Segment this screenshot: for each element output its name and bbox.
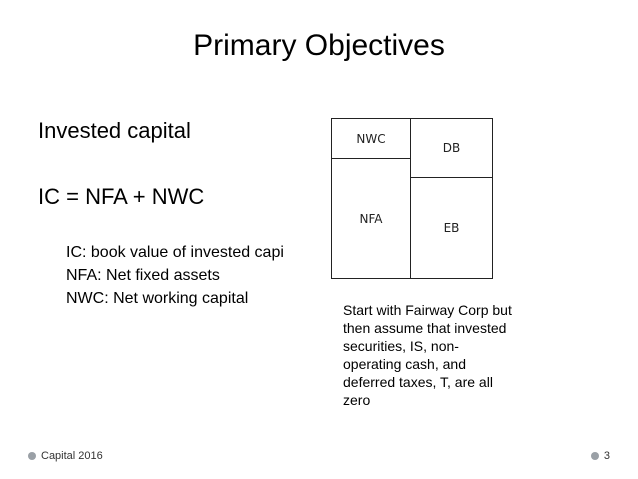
slide-title: Primary Objectives <box>193 29 445 62</box>
bs-cell-db: DB <box>411 119 492 178</box>
footer-label: Capital 2016 <box>41 450 103 462</box>
note-text: Start with Fairway Corp but then assume that invested securities, IS, non-operating cash, and deferred taxes, T, are all zero <box>343 302 512 408</box>
formula: IC = NFA + NWC <box>38 184 205 209</box>
definition-ic: IC: book value of invested capi <box>66 244 284 261</box>
bs-cell-nfa: NFA <box>332 159 411 278</box>
page-number: 3 <box>603 450 610 462</box>
bullet-dot-icon <box>591 452 599 460</box>
balance-sheet-diagram <box>331 118 493 279</box>
bs-cell-eb: EB <box>443 221 460 235</box>
definition-nfa: NFA: Net fixed assets <box>66 267 220 284</box>
bs-cell-nwc: NWC <box>332 119 411 159</box>
footer-left <box>28 449 103 463</box>
section-heading: Invested capital <box>38 118 191 143</box>
definitions-list <box>66 241 312 310</box>
definition-nwc: NWC: Net working capital <box>66 290 249 307</box>
footer-right <box>591 449 610 463</box>
bullet-dot-icon <box>28 452 36 460</box>
